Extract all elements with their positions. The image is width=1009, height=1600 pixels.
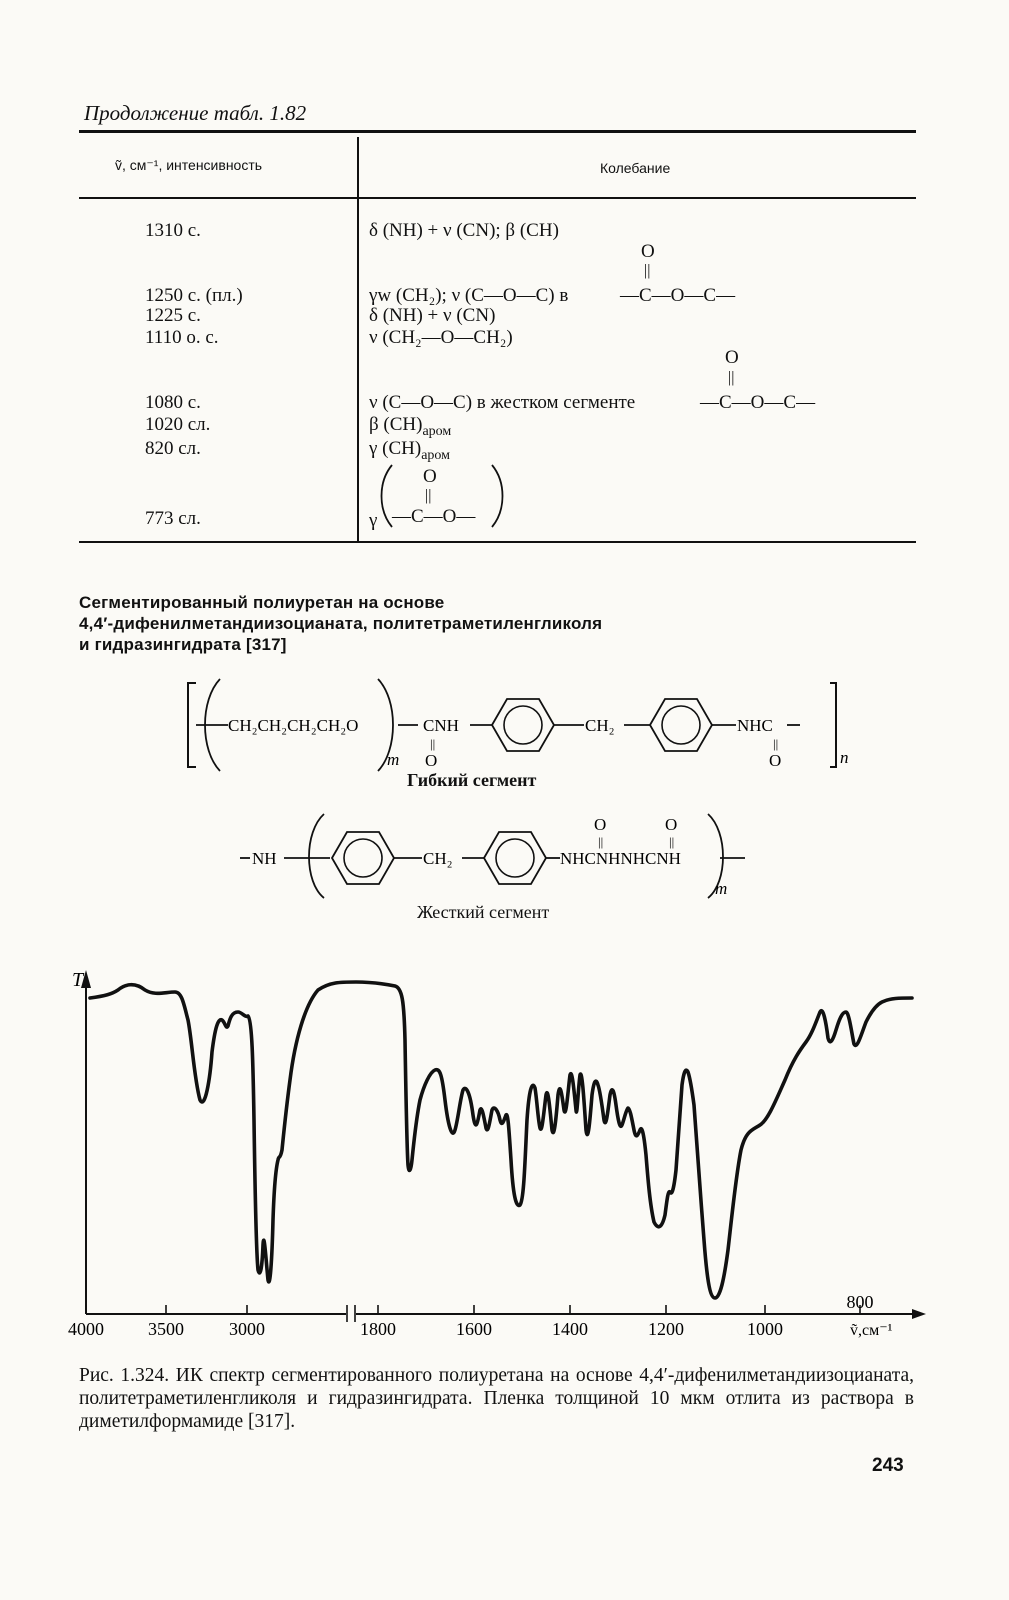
benzene-ring-circle — [662, 706, 700, 744]
hydrazide-label: NHCNHNHCNH — [560, 849, 681, 868]
table-header-rule — [79, 197, 916, 199]
m-subscript: m — [715, 879, 728, 898]
x-tick-label: 1200 — [648, 1319, 684, 1339]
urethane-oxygen: O — [769, 751, 782, 770]
x-tick-label: 4000 — [68, 1319, 104, 1339]
vib-text: γ (CH) — [369, 438, 422, 459]
m-subscript: m — [387, 750, 400, 769]
rigid-segment-structure — [240, 810, 770, 900]
table-header-frequency: ṽ, см⁻¹, интенсивность — [115, 157, 263, 173]
double-bond-mark: || — [644, 262, 651, 279]
vib-text: β (CH) — [369, 414, 423, 435]
vib-cell: δ (NH) + ν (CN); β (CH) — [369, 220, 559, 241]
table-top-rule — [79, 130, 916, 133]
x-tick-label: 3000 — [229, 1319, 265, 1339]
vib-subscript: аром — [421, 447, 451, 463]
freq-cell: 1080 с. — [145, 392, 201, 413]
hydrazide-oxygen: O — [594, 815, 607, 834]
parentheses — [380, 462, 510, 532]
double-bond-mark: || — [728, 369, 735, 386]
table-bottom-rule — [79, 541, 916, 543]
x-tick-label: 1800 — [360, 1319, 396, 1339]
freq-cell: 1250 с. (пл.) — [145, 285, 243, 306]
benzene-ring-circle — [504, 706, 542, 744]
carbamate-double-bond: || — [430, 736, 436, 751]
freq-cell: 1310 с. — [145, 220, 201, 241]
section-title-line-1: Сегментированный полиуретан на основе — [79, 593, 445, 612]
ester-group: —C—O—C— — [700, 392, 816, 413]
section-title-line-2: 4,4′-дифенилметандиизоцианата, политетраметиленгликоля — [79, 614, 603, 633]
section-title-line-3: и гидразингидрата [317] — [79, 635, 287, 654]
carbamate-oxygen: O — [425, 751, 438, 770]
vib-cell — [369, 414, 451, 440]
ester-group: —C—O—C— — [620, 285, 736, 306]
table-column-divider — [357, 137, 359, 541]
flexible-segment-label: Гибкий сегмент — [407, 770, 537, 790]
benzene-ring-circle — [496, 839, 534, 877]
x-tick-label: 1000 — [747, 1319, 783, 1339]
carbonyl-oxygen: O — [725, 347, 739, 368]
ir-spectrum — [60, 960, 940, 1350]
vib-cell — [369, 438, 450, 464]
x-axis-arrow — [912, 1309, 926, 1319]
double-bond-mark: || — [425, 487, 432, 504]
table-continuation-caption: Продолжение табл. 1.82 — [84, 101, 307, 125]
urethane-label: NHC — [737, 716, 773, 735]
vib-cell: ν (C—O—C) в жестком сегменте — [369, 392, 636, 413]
x-tick-label: 1400 — [552, 1319, 588, 1339]
hydrazide-oxygen: O — [665, 815, 678, 834]
carbamate-label: CNH — [423, 716, 459, 735]
page-number: 243 — [872, 1455, 904, 1476]
urethane-double-bond: || — [773, 736, 779, 751]
vib-cell: γ — [369, 510, 378, 531]
carbonyl-oxygen: O — [423, 466, 437, 487]
chain-label: CH₂CH₂CH₂CH₂O — [228, 716, 359, 735]
x-unit-label: ṽ,см⁻¹ — [850, 1322, 893, 1339]
hydrazide-double-bond: || — [669, 834, 675, 849]
vib-cell: ν (CH₂—O—CH₂) — [369, 327, 513, 348]
freq-cell: 1020 сл. — [145, 414, 211, 435]
vib-subscript: аром — [422, 423, 452, 439]
benzene-ring-circle — [344, 839, 382, 877]
freq-cell: 820 сл. — [145, 438, 201, 459]
amine-label: NH — [252, 849, 277, 868]
spectrum-trace — [90, 982, 912, 1298]
ester-group: —C—O— — [392, 506, 476, 527]
freq-cell: 773 сл. — [145, 508, 201, 529]
methylene-label: CH₂ — [585, 716, 615, 735]
figure-caption: Рис. 1.324. ИК спектр сегментированного полиуретана на основе 4,4′-дифенилметандиизоцианата, политетраметиленгликоля и гидразингидрата. Пленка толщиной 10 мкм отлита из раствора в диметилформамиде [317]. — [79, 1365, 914, 1432]
x-tick-label: 3500 — [148, 1319, 184, 1339]
n-subscript: n — [840, 748, 849, 767]
y-axis-label: T — [72, 969, 84, 991]
rigid-segment-label: Жесткий сегмент — [417, 902, 550, 922]
vib-cell: γw (CH₂); ν (C—O—C) в — [369, 285, 569, 306]
methylene-label: CH₂ — [423, 849, 453, 868]
x-tick-label: 800 — [846, 1292, 874, 1312]
freq-cell: 1110 о. с. — [145, 327, 219, 348]
carbonyl-oxygen: O — [641, 241, 655, 262]
hydrazide-double-bond: || — [598, 834, 604, 849]
freq-cell: 1225 с. — [145, 305, 201, 326]
vib-cell: δ (NH) + ν (CN) — [369, 305, 496, 326]
x-tick-label: 1600 — [456, 1319, 492, 1339]
table-header-vibration: Колебание — [600, 160, 671, 176]
